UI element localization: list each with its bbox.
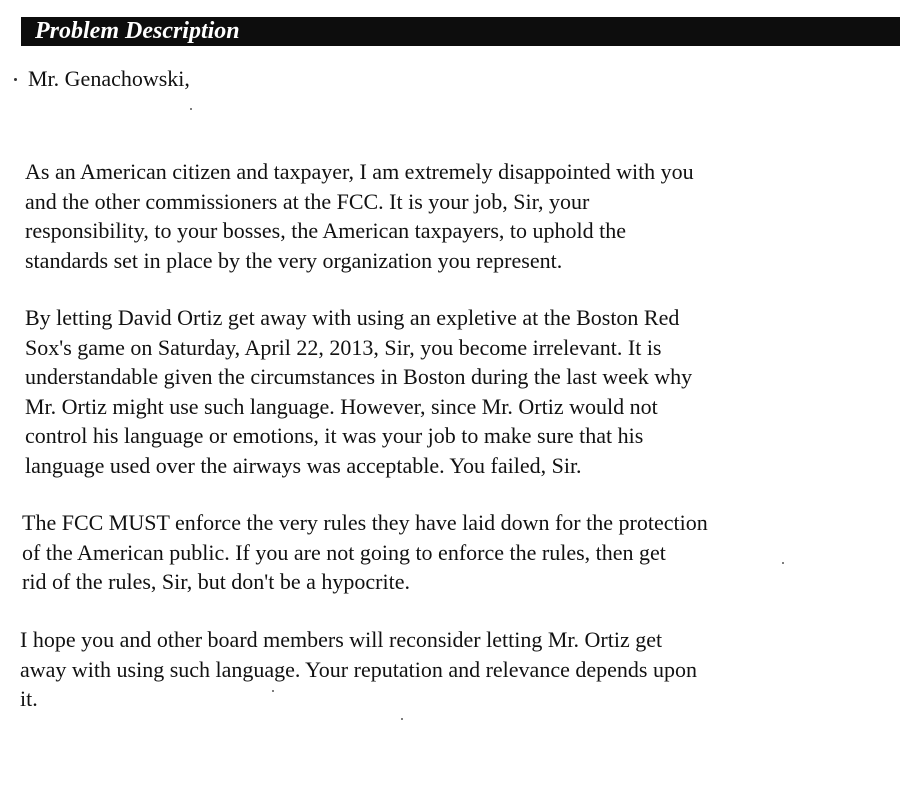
header-title: Problem Description (35, 18, 240, 44)
letter-paragraph-1 (25, 157, 694, 275)
bullet-mark (14, 78, 17, 81)
paragraph-line: away with using such language. Your reputation and relevance depends upon (20, 656, 697, 682)
paragraph-line: language used over the airways was acceptable. You failed, Sir. (25, 452, 582, 478)
paragraph-line: control his language or emotions, it was your job to make sure that his (25, 423, 644, 448)
letter-paragraph-3 (22, 508, 708, 597)
paragraph-line: responsibility, to your bosses, the American taxpayers, to uphold the (25, 218, 627, 243)
paragraph-line: Sox's game on Saturday, April 22, 2013, Sir, you become irrelevant. It is (25, 334, 662, 360)
paragraph-line: I hope you and other board members will reconsider letting Mr. Ortiz get (20, 627, 663, 652)
scan-speck (782, 562, 784, 564)
problem-description-header (21, 17, 900, 46)
paragraph-line: By letting David Ortiz get away with using an expletive at the Boston Red (25, 305, 680, 330)
letter-paragraph-4 (20, 625, 697, 714)
scan-speck (190, 108, 192, 110)
letter-salutation: Mr. Genachowski, (28, 66, 190, 91)
paragraph-line: rid of the rules, Sir, but don't be a hypocrite. (22, 569, 410, 594)
paragraph-line: it. (20, 686, 38, 711)
letter-paragraph-2 (25, 303, 692, 480)
paragraph-line: of the American public. If you are not going to enforce the rules, then get (22, 539, 666, 565)
scan-speck (401, 718, 403, 720)
paragraph-line: understandable given the circumstances in Boston during the last week why (25, 364, 693, 389)
paragraph-line: Mr. Ortiz might use such language. However, since Mr. Ortiz would not (25, 393, 658, 419)
paragraph-line: The FCC MUST enforce the very rules they have laid down for the protection (22, 510, 708, 535)
paragraph-line: and the other commissioners at the FCC. It is your job, Sir, your (25, 188, 590, 214)
paragraph-line: As an American citizen and taxpayer, I am extremely disappointed with you (25, 159, 694, 184)
paragraph-line: standards set in place by the very organization you represent. (25, 247, 563, 273)
scan-speck (272, 690, 274, 692)
